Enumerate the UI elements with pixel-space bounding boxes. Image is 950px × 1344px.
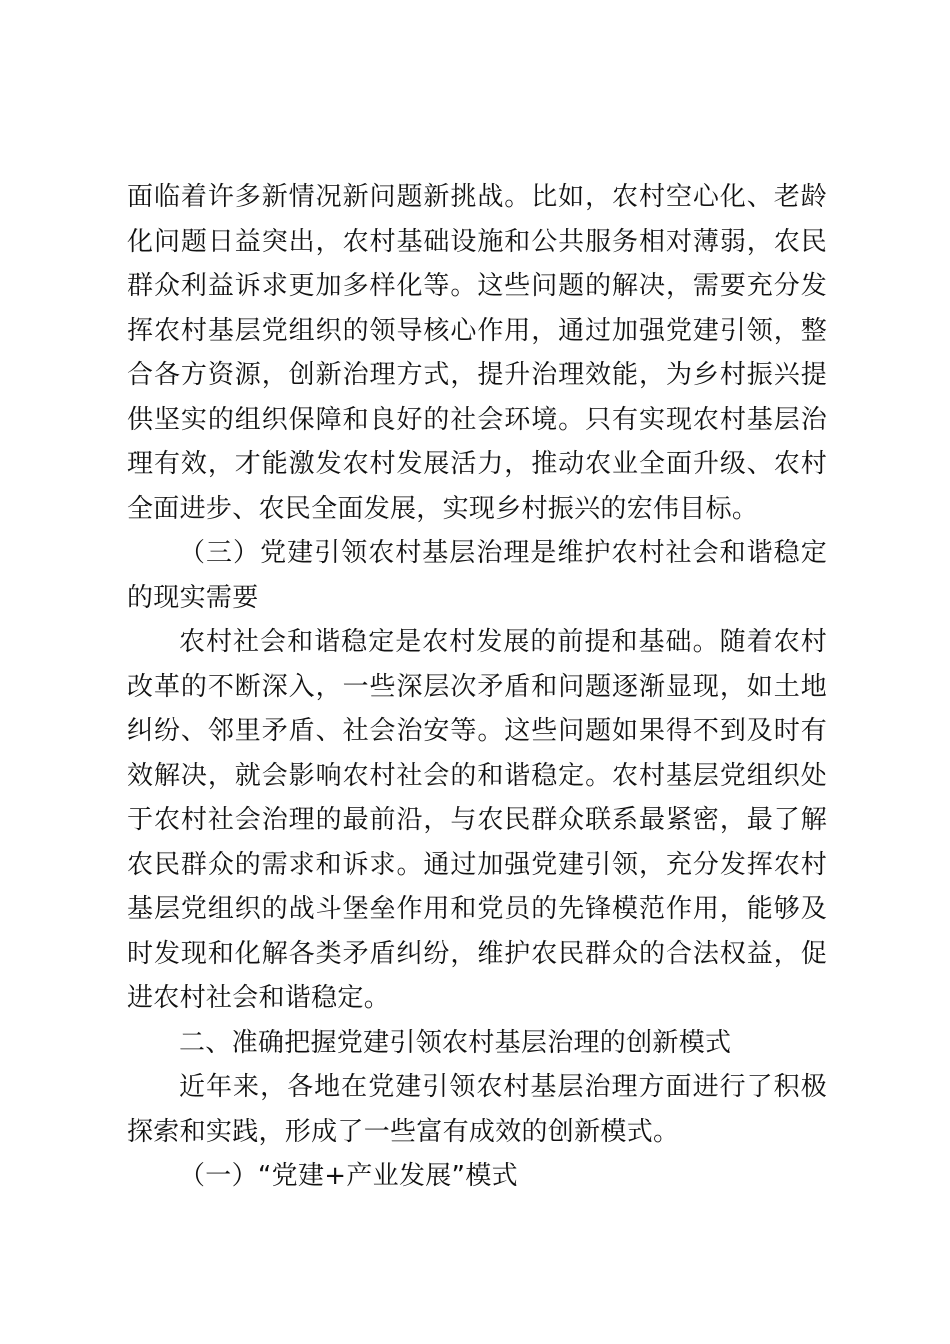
paragraph-social-stability: 农村社会和谐稳定是农村发展的前提和基础。随着农村改革的不断深入，一些深层次矛盾和问题逐渐显现，如土地纠纷、邻里矛盾、社会治安等。这些问题如果得不到及时有效解决，就会影响农村社会的和谐稳定。农村基层党组织处于农村社会治理的最前沿，与农民群众联系最紧密，最了解农民群众的需求和诉求。通过加强党建引领，充分发挥农村基层党组织的战斗堡垒作用和党员的先锋模范作用，能够及时发现和化解各类矛盾纠纷，维护农民群众的合法权益，促进农村社会和谐稳定。 [127, 627, 827, 1013]
section-heading-1: （一）“党建+产业发展”模式 [179, 1161, 518, 1191]
chapter-heading-2: 二、准确把握党建引领农村基层治理的创新模式 [179, 1027, 732, 1058]
paragraph-continuation: 面临着许多新情况新问题新挑战。比如，农村空心化、老龄化问题日益突出，农村基础设施和公共服务相对薄弱，农民群众利益诉求更加多样化等。这些问题的解决，需要充分发挥农村基层党组织的领导核心作用，通过加强党建引领，整合各方资源，创新治理方式，提升治理效能，为乡村振兴提供坚实的组织保障和良好的社会环境。只有实现农村基层治理有效，才能激发农村发展活力，推动农业全面升级、农村全面进步、农民全面发展，实现乡村振兴的宏伟目标。 [127, 182, 827, 524]
document-body [127, 175, 827, 1199]
section-heading-3: （三）党建引领农村基层治理是维护农村社会和谐稳定的现实需要 [127, 538, 827, 613]
paragraph-innovation-intro: 近年来，各地在党建引领农村基层治理方面进行了积极探索和实践，形成了一些富有成效的创新模式。 [127, 1072, 827, 1147]
